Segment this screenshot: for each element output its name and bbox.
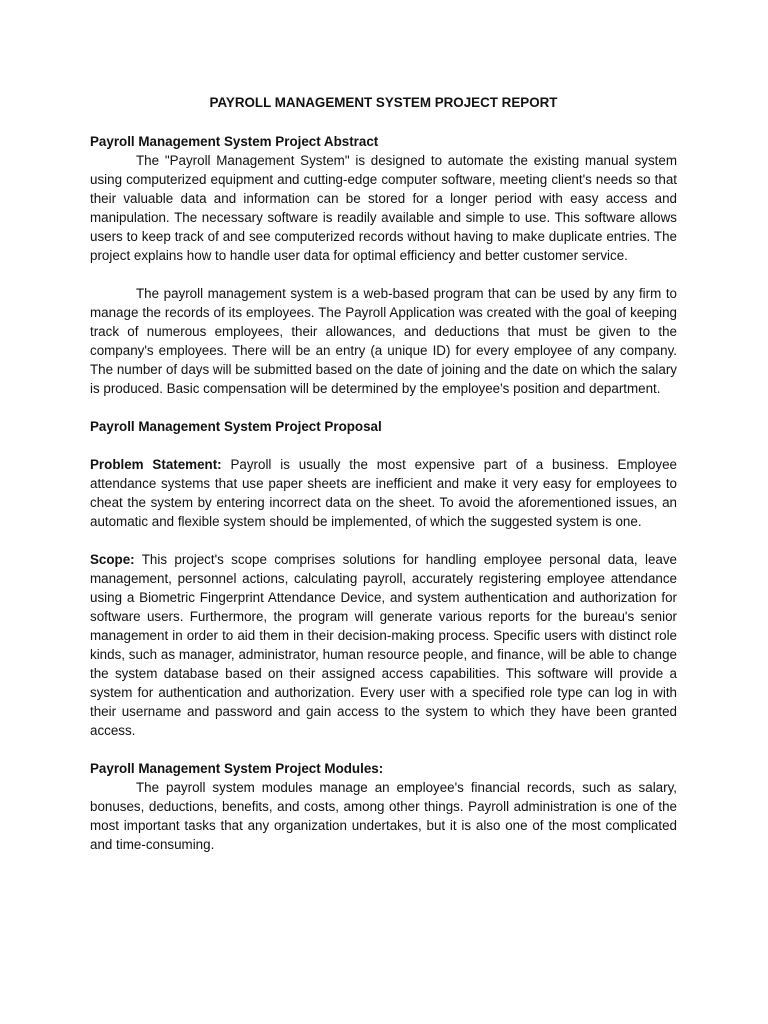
scope-paragraph <box>90 550 677 740</box>
spacer <box>90 740 677 759</box>
problem-statement-text: Payroll is usually the most expensive part of a business. Employee attendance systems that use paper sheets are inefficient and make it very easy for employees to cheat the system by entering incorrect data on the sheet. To avoid the aforementioned issues, an automatic and flexible system should be implemented, of which the suggested system is one. <box>90 457 677 529</box>
abstract-paragraph-2: The payroll management system is a web-based program that can be used by any firm to manage the records of its employees. The Payroll Application was created with the goal of keeping track of numerous employees, their allowances, and deductions that must be given to the company's employees. There will be an entry (a unique ID) for every employee of any company. The number of days will be submitted based on the date of joining and the date on which the salary is produced. Basic compensation will be determined by the employee's position and department. <box>90 286 677 396</box>
scope-label: Scope: <box>90 552 135 567</box>
abstract-paragraph-1: The "Payroll Management System" is designed to automate the existing manual system using computerized equipment and cutting-edge computer software, meeting client's needs so that their valuable data and information can be stored for a longer period with easy access and manipulation. The necessary software is readily available and simple to use. This software allows users to keep track of and see computerized records without having to make duplicate entries. The project explains how to handle user data for optimal efficiency and better customer service. <box>90 153 677 263</box>
problem-statement-paragraph <box>90 455 677 531</box>
document-title: PAYROLL MANAGEMENT SYSTEM PROJECT REPORT <box>209 95 558 110</box>
spacer <box>90 436 677 455</box>
spacer <box>90 531 677 550</box>
proposal-heading: Payroll Management System Project Proposal <box>90 419 382 434</box>
scope-text: This project's scope comprises solutions for handling employee personal data, leave management, personnel actions, calculating payroll, accurately registering employee attendance using a Biometric Fingerprint Attendance Device, and system authentication and authorization for software users. Furthermore, the program will generate various reports for the bureau's senior management in order to aid them in their decision-making process. Specific users with distinct role kinds, such as manager, administrator, human resource people, and finance, will be able to change the system database based on their assigned access capabilities. This software will provide a system for authentication and authorization. Every user with a specified role type can log in with their username and password and gain access to the system to which they have been granted access. <box>90 552 677 738</box>
spacer <box>90 265 677 284</box>
document-page <box>90 93 677 854</box>
problem-statement-label: Problem Statement: <box>90 457 222 472</box>
spacer <box>90 398 677 417</box>
modules-heading: Payroll Management System Project Modules: <box>90 761 384 776</box>
abstract-heading: Payroll Management System Project Abstract <box>90 134 379 149</box>
modules-paragraph-1: The payroll system modules manage an employee's financial records, such as salary, bonuses, deductions, benefits, and costs, among other things. Payroll administration is one of the most important tasks that any organization undertakes, but it is also one of the most complicated and time-consuming. <box>90 780 677 852</box>
